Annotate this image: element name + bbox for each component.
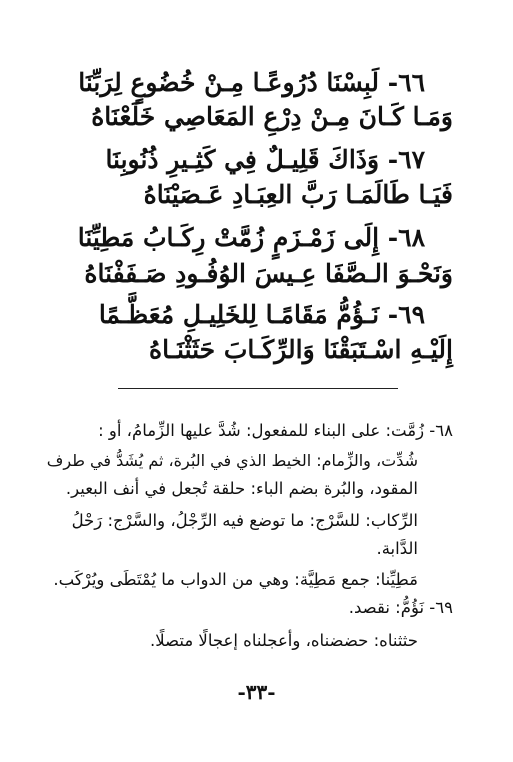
footnote-matiyyina: مَطِيِّنا: جمع مَطِيَّة: وهي من الدواب ما يُمْتَطَى ويُرْكَب.: [53, 570, 418, 589]
footnote-hathathnahu: حثثناه: حضضناه، وأعجلناه إعجالًا متصلًا.: [149, 631, 418, 650]
verse-67-first-hemistich: ٦٧- وَذَاكَ قَلِيـلٌ فِي كَثِـيرِ ذُنُوبِنَا: [105, 145, 425, 174]
verse-66-first-hemistich: ٦٦- لَبِسْنَا دُرُوعًـا مِـنْ خُضُوعٍ لِرَبِّنَا: [78, 68, 425, 97]
footnote-rikab-line-1: الرِّكاب: للسَّرْج: ما توضع فيه الرِّجْلُ، والسَّرْج: رَحْلُ: [71, 511, 418, 530]
page-number: -٣٣-: [237, 680, 276, 704]
verse-69-first-hemistich: ٦٩- نَـؤُمُّ مَقَامًـا لِلخَلِيـلِ مُعَظَّـمًا: [98, 300, 425, 329]
footnote-68-line-1: ٦٨- زُمَّت: على البناء للمفعول: شُدَّ عليها الزِّمامُ، أو :: [98, 421, 453, 440]
verse-69-second-hemistich: إِلَيْـهِ اسْـتَبَقْنَا وَالرِّكَـابَ حَثَثْنَـاهُ: [149, 335, 453, 364]
footnote-68-line-2: شُدِّت، والزِّمام: الخيط الذي في البُرة، ثم يُشَدُّ في طرف: [46, 451, 418, 470]
verse-68-second-hemistich: وَنَحْـوَ الـصَّفَا عِـيسَ الوُفُـودِ صَـفَفْنَاهُ: [84, 259, 453, 288]
verse-68-first-hemistich: ٦٨- إِلَى زَمْـزَمٍ زُمَّتْ رِكَـابُ مَطِيِّنَا: [77, 223, 425, 252]
footnote-rikab-line-2: الدَّابة.: [376, 539, 418, 558]
footnote-separator: [118, 388, 398, 389]
footnote-69: ٦٩- نَؤُمُّ: نقصد.: [348, 598, 453, 617]
verse-66-second-hemistich: وَمَـا كَـانَ مِـنْ دِرْعِ المَعَاصِي خَلَعْنَاهُ: [91, 102, 453, 131]
footnote-68-line-3: المقود، والبُرة بضم الباء: حلقة تُجعل في أنف البعير.: [65, 479, 418, 498]
verse-67-second-hemistich: فَيَـا طَالَمَـا رَبَّ العِبَـادِ عَـصَيْنَاهُ: [143, 180, 453, 209]
